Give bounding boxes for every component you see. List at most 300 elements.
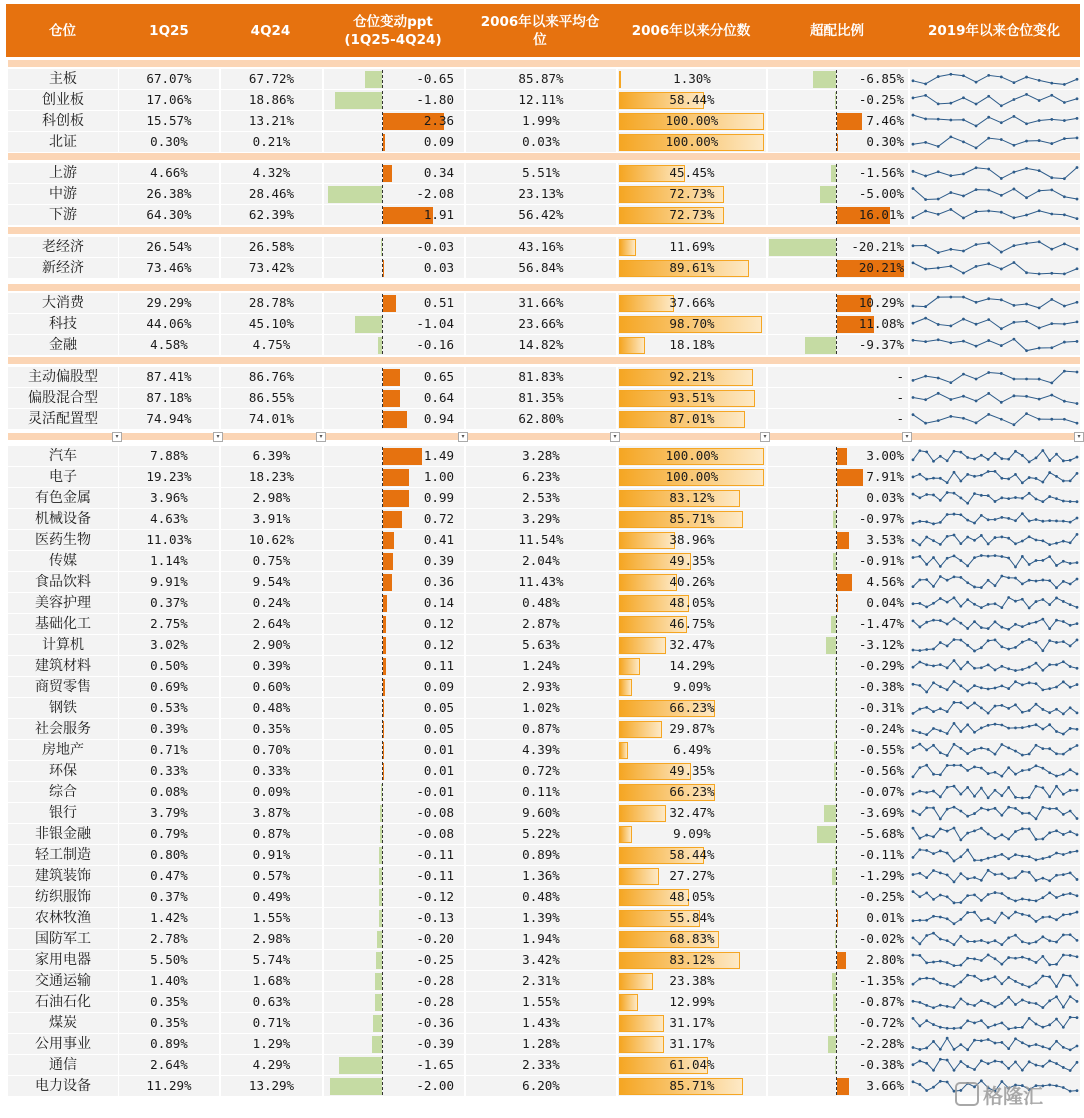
sparkline-point xyxy=(953,492,956,495)
overweight-bar-negative xyxy=(833,994,836,1011)
cell-over xyxy=(768,367,908,387)
cell-name xyxy=(8,656,118,676)
cell-chg xyxy=(324,446,464,466)
sparkline-point xyxy=(962,395,965,398)
cell-chg xyxy=(324,761,464,781)
sparkline-point xyxy=(912,322,915,325)
sparkline-point xyxy=(1035,961,1038,964)
sparkline-point xyxy=(1013,188,1016,191)
table-row xyxy=(8,677,1080,697)
cell-spark xyxy=(910,1013,1080,1033)
sparkline-point xyxy=(937,251,940,254)
sparkline-point xyxy=(949,73,952,76)
sparkline-point xyxy=(1062,934,1065,937)
sparkline-point xyxy=(1050,322,1053,325)
sparkline-point xyxy=(1021,555,1024,558)
sparkline-point xyxy=(1076,744,1079,747)
sparkline-point xyxy=(1055,708,1058,711)
sparkline-point xyxy=(959,1026,962,1029)
zero-axis xyxy=(836,238,837,256)
cell-text-name: 国防军工 xyxy=(35,931,91,947)
sparkline-point xyxy=(1000,104,1003,107)
cell-text-over: -0.55% xyxy=(858,742,904,757)
cell-text-q1: 2.75% xyxy=(150,616,188,631)
trend-sparkline xyxy=(910,887,1080,907)
table-row xyxy=(8,205,1080,225)
cell-text-q1: 1.14% xyxy=(150,553,188,568)
sparkline-point xyxy=(994,470,997,473)
cell-over xyxy=(768,656,908,676)
zero-axis xyxy=(382,804,383,822)
sparkline-point xyxy=(1014,1037,1017,1040)
sparkline-point xyxy=(987,869,990,872)
cell-text-avg: 0.72% xyxy=(522,763,560,778)
sparkline-point xyxy=(1028,725,1031,728)
cell-text-chg: 0.36 xyxy=(423,574,454,589)
sparkline-point xyxy=(932,648,935,651)
sparkline-point xyxy=(1028,871,1031,874)
sparkline-point xyxy=(1069,686,1072,689)
sparkline-point xyxy=(973,731,976,734)
sparkline-point xyxy=(946,535,949,538)
cell-q1 xyxy=(119,803,219,823)
cell-text-over: 10.29% xyxy=(858,295,904,310)
sparkline-point xyxy=(925,934,928,937)
cell-name xyxy=(8,530,118,550)
sparkline-point xyxy=(962,118,965,121)
cell-q4 xyxy=(221,90,322,110)
sparkline-point xyxy=(980,1019,983,1022)
sparkline-point xyxy=(1000,194,1003,197)
cell-chg xyxy=(324,656,464,676)
cell-spark xyxy=(910,314,1080,334)
sparkline-point xyxy=(924,210,927,213)
cell-text-pct: 45.45% xyxy=(669,165,715,180)
sparkline-point xyxy=(1062,620,1065,623)
cell-name xyxy=(8,698,118,718)
cell-text-q1: 1.42% xyxy=(150,910,188,925)
sparkline-point xyxy=(1000,853,1003,856)
table-row xyxy=(8,824,1080,844)
cell-text-over: -0.72% xyxy=(858,1015,904,1030)
sparkline-point xyxy=(980,474,983,477)
sparkline-point xyxy=(953,943,956,946)
sparkline-point xyxy=(932,1069,935,1072)
sparkline-point xyxy=(980,666,983,669)
cell-text-over: 0.04% xyxy=(866,595,904,610)
sparkline-point xyxy=(912,649,915,652)
sparkline-point xyxy=(987,772,990,775)
sparkline-point xyxy=(994,753,997,756)
column-filter-button[interactable]: ▾ xyxy=(112,432,122,442)
cell-spark xyxy=(910,824,1080,844)
cell-text-name: 医药生物 xyxy=(35,532,91,548)
cell-pct xyxy=(618,740,766,760)
sparkline-point xyxy=(966,894,969,897)
overweight-bar-negative xyxy=(813,71,836,88)
sparkline-point xyxy=(1000,684,1003,687)
cell-spark xyxy=(910,887,1080,907)
sparkline-point xyxy=(980,767,983,770)
cell-text-over: 0.01% xyxy=(866,910,904,925)
sparkline-point xyxy=(1025,320,1028,323)
sparkline-point xyxy=(939,455,942,458)
sparkline-point xyxy=(966,536,969,539)
cell-q1 xyxy=(119,69,219,89)
cell-text-chg: -0.28 xyxy=(416,994,454,1009)
sparkline-point xyxy=(1048,1059,1051,1062)
overweight-bar-positive xyxy=(837,910,838,927)
sparkline-point xyxy=(1050,118,1053,121)
sparkline-point xyxy=(994,771,997,774)
cell-text-name: 主板 xyxy=(49,71,77,87)
sparkline-point xyxy=(953,860,956,863)
sparkline-point xyxy=(918,813,921,816)
cell-q4 xyxy=(221,614,322,634)
cell-chg xyxy=(324,992,464,1012)
sparkline-point xyxy=(966,940,969,943)
sparkline-point xyxy=(925,919,928,922)
sparkline-point xyxy=(932,773,935,776)
change-bar-positive xyxy=(383,679,385,696)
cell-spark xyxy=(910,258,1080,278)
zero-axis xyxy=(836,783,837,801)
sparkline-point xyxy=(973,475,976,478)
cell-over xyxy=(768,761,908,781)
sparkline-point xyxy=(980,999,983,1002)
zero-axis xyxy=(836,741,837,759)
cell-text-over: -0.91% xyxy=(858,553,904,568)
sparkline-point xyxy=(1025,196,1028,199)
column-filter-button[interactable]: ▾ xyxy=(610,432,620,442)
sparkline-point xyxy=(1062,1026,1065,1029)
cell-text-avg: 1.55% xyxy=(522,994,560,1009)
sparkline-point xyxy=(966,849,969,852)
cell-avg xyxy=(466,677,616,697)
sparkline-point xyxy=(939,619,942,622)
cell-text-q4: 0.60% xyxy=(252,679,291,694)
sparkline-point xyxy=(959,576,962,579)
sparkline-point xyxy=(962,96,965,99)
sparkline-point xyxy=(987,168,990,171)
cell-text-q4: 0.09% xyxy=(252,784,291,799)
sparkline-point xyxy=(1035,899,1038,902)
sparkline-point xyxy=(1000,327,1003,330)
sparkline-point xyxy=(1035,539,1038,542)
zero-axis xyxy=(382,185,383,203)
zero-axis xyxy=(382,909,383,927)
cell-chg xyxy=(324,719,464,739)
header-position: 仓位 xyxy=(49,22,76,39)
sparkline-point xyxy=(973,620,976,623)
sparkline-point xyxy=(939,751,942,754)
sparkline-point xyxy=(946,983,949,986)
column-filter-button[interactable]: ▾ xyxy=(760,432,770,442)
cell-text-avg: 56.42% xyxy=(518,207,564,222)
cell-spark xyxy=(910,929,1080,949)
column-filter-button[interactable]: ▾ xyxy=(1074,432,1084,442)
trend-sparkline xyxy=(910,782,1080,802)
sparkline-point xyxy=(932,790,935,793)
sparkline-point xyxy=(1076,772,1079,775)
sparkline-point xyxy=(980,899,983,902)
trend-sparkline xyxy=(910,205,1080,225)
sparkline-point xyxy=(959,964,962,967)
cell-text-avg: 5.51% xyxy=(522,165,560,180)
sparkline-point xyxy=(949,398,952,401)
cell-text-q4: 2.64% xyxy=(252,616,291,631)
cell-text-name: 大消费 xyxy=(42,295,84,311)
sparkline-point xyxy=(924,244,927,247)
cell-q4 xyxy=(221,971,322,991)
cell-pct xyxy=(618,258,766,278)
cell-pct xyxy=(618,887,766,907)
sparkline-point xyxy=(1013,261,1016,264)
cell-spark xyxy=(910,163,1080,183)
sparkline-point xyxy=(1069,1069,1072,1072)
gelonghui-logo-icon xyxy=(955,1082,979,1106)
sparkline-point xyxy=(949,119,952,122)
cell-avg xyxy=(466,803,616,823)
sparkline-point xyxy=(966,769,969,772)
cell-text-pct: 100.00% xyxy=(665,469,719,484)
sparkline-point xyxy=(1000,1021,1003,1024)
sparkline-point xyxy=(975,210,978,213)
sparkline-point xyxy=(953,450,956,453)
cell-text-q1: 3.02% xyxy=(150,637,188,652)
cell-text-chg: 1.49 xyxy=(423,448,454,463)
sparkline-point xyxy=(1000,645,1003,648)
sparkline-point xyxy=(1028,753,1031,756)
cell-name xyxy=(8,635,118,655)
cell-text-name: 综合 xyxy=(49,784,77,800)
column-filter-button[interactable]: ▾ xyxy=(316,432,326,442)
sparkline-point xyxy=(912,556,915,559)
sparkline-point xyxy=(1021,454,1024,457)
sparkline-point xyxy=(1062,520,1065,523)
cell-text-q1: 4.66% xyxy=(150,165,188,180)
cell-over xyxy=(768,572,908,592)
cell-text-chg: 0.94 xyxy=(423,411,454,426)
sparkline-point xyxy=(1076,606,1079,609)
cell-avg xyxy=(466,572,616,592)
sparkline-point xyxy=(1021,855,1024,858)
sparkline-point xyxy=(924,175,927,178)
change-bar-positive xyxy=(383,742,384,759)
sparkline-point xyxy=(1028,914,1031,917)
cell-text-chg: 0.51 xyxy=(423,295,454,310)
sparkline-point xyxy=(1048,471,1051,474)
cell-text-avg: 5.22% xyxy=(522,826,560,841)
cell-text-name: 科创板 xyxy=(42,113,84,129)
sparkline-point xyxy=(980,859,983,862)
sparkline-point xyxy=(1000,298,1003,301)
sparkline-point xyxy=(1048,459,1051,462)
cell-text-avg: 11.54% xyxy=(518,532,564,547)
cell-spark xyxy=(910,488,1080,508)
sparkline-point xyxy=(932,727,935,730)
sparkline-point xyxy=(912,602,915,605)
cell-q1 xyxy=(119,237,219,257)
cell-over xyxy=(768,740,908,760)
sparkline-point xyxy=(939,872,942,875)
cell-over xyxy=(768,1013,908,1033)
sparkline-point xyxy=(1048,1023,1051,1026)
cell-text-chg: 0.34 xyxy=(423,165,454,180)
cell-text-over: -0.29% xyxy=(858,658,904,673)
sparkline-point xyxy=(953,764,956,767)
zero-axis xyxy=(382,238,383,256)
cell-chg xyxy=(324,467,464,487)
cell-spark xyxy=(910,184,1080,204)
sparkline-point xyxy=(1035,682,1038,685)
table-row xyxy=(8,409,1080,429)
sparkline-point xyxy=(1007,936,1010,939)
cell-spark xyxy=(910,782,1080,802)
trend-sparkline xyxy=(910,1055,1080,1075)
table-row xyxy=(8,992,1080,1012)
sparkline-point xyxy=(1035,580,1038,583)
table-row xyxy=(8,971,1080,991)
sparkline-point xyxy=(959,764,962,767)
sparkline-point xyxy=(912,413,915,416)
sparkline-point xyxy=(1076,817,1079,820)
zero-axis xyxy=(836,164,837,182)
sparkline-point xyxy=(1076,561,1079,564)
sparkline-point xyxy=(912,919,915,922)
trend-sparkline xyxy=(910,845,1080,865)
cell-q1 xyxy=(119,929,219,949)
sparkline-point xyxy=(1000,794,1003,797)
change-bar-negative xyxy=(335,92,382,109)
group-separator xyxy=(8,284,1080,291)
sparkline-point xyxy=(1038,119,1041,122)
cell-over xyxy=(768,824,908,844)
sparkline-point xyxy=(987,917,990,920)
sparkline-point xyxy=(966,723,969,726)
cell-text-chg: -0.13 xyxy=(416,910,454,925)
sparkline-point xyxy=(1062,833,1065,836)
column-filter-button[interactable]: ▾ xyxy=(902,432,912,442)
sparkline-point xyxy=(1076,117,1079,120)
sparkline-point xyxy=(1076,371,1079,374)
cell-spark xyxy=(910,293,1080,313)
sparkline-point xyxy=(1021,683,1024,686)
sparkline-point xyxy=(946,732,949,735)
sparkline-point xyxy=(1069,500,1072,503)
sparkline-point xyxy=(1000,251,1003,254)
sparkline-point xyxy=(994,975,997,978)
cell-text-avg: 11.43% xyxy=(518,574,564,589)
sparkline-point xyxy=(1069,603,1072,606)
sparkline-point xyxy=(932,807,935,810)
sparkline-point xyxy=(959,667,962,670)
sparkline-point xyxy=(1076,711,1079,714)
cell-chg xyxy=(324,335,464,355)
sparkline-point xyxy=(973,603,976,606)
cell-text-name: 房地产 xyxy=(42,742,84,758)
sparkline-point xyxy=(1021,668,1024,671)
column-filter-button[interactable]: ▾ xyxy=(458,432,468,442)
sparkline-point xyxy=(1021,796,1024,799)
sparkline-point xyxy=(924,118,927,121)
cell-text-chg: -1.65 xyxy=(416,1057,454,1072)
sparkline-point xyxy=(1025,412,1028,415)
cell-text-q1: 87.41% xyxy=(146,369,192,384)
cell-text-q1: 0.89% xyxy=(150,1036,188,1051)
sparkline-point xyxy=(1035,518,1038,521)
sparkline-point xyxy=(925,621,928,624)
sparkline-point xyxy=(980,1039,983,1042)
sparkline-point xyxy=(1076,137,1079,140)
cell-chg xyxy=(324,258,464,278)
cell-text-name: 汽车 xyxy=(49,448,77,464)
table-row xyxy=(8,446,1080,466)
change-bar-negative xyxy=(379,868,382,885)
sparkline-point xyxy=(980,646,983,649)
cell-name xyxy=(8,335,118,355)
change-bar-positive xyxy=(383,532,394,549)
sparkline-point xyxy=(962,417,965,420)
cell-text-pct: 83.12% xyxy=(669,952,715,967)
sparkline-point xyxy=(912,458,915,461)
cell-text-chg: 0.03 xyxy=(423,260,454,275)
cell-text-avg: 3.29% xyxy=(522,511,560,526)
cell-avg xyxy=(466,593,616,613)
table-row xyxy=(8,635,1080,655)
sparkline-point xyxy=(966,598,969,601)
sparkline-point xyxy=(1062,560,1065,563)
sparkline-point xyxy=(1013,98,1016,101)
sparkline-point xyxy=(1014,830,1017,833)
sparkline-line xyxy=(913,870,1077,882)
sparkline-point xyxy=(1025,349,1028,352)
sparkline-point xyxy=(932,835,935,838)
sparkline-point xyxy=(973,766,976,769)
change-bar-negative xyxy=(339,1057,382,1074)
trend-sparkline xyxy=(910,866,1080,886)
cell-over xyxy=(768,90,908,110)
sparkline-point xyxy=(987,470,990,473)
cell-spark xyxy=(910,409,1080,429)
sparkline-point xyxy=(1048,723,1051,726)
sparkline-point xyxy=(1000,704,1003,707)
sparkline-point xyxy=(1055,564,1058,567)
sparkline-point xyxy=(1007,497,1010,500)
zero-axis xyxy=(836,1056,837,1074)
sparkline-point xyxy=(987,413,990,416)
cell-text-avg: 62.80% xyxy=(518,411,564,426)
column-filter-button[interactable]: ▾ xyxy=(213,432,223,442)
sparkline-point xyxy=(918,895,921,898)
sparkline-point xyxy=(918,1001,921,1004)
sparkline-point xyxy=(1025,214,1028,217)
sparkline-point xyxy=(994,855,997,858)
cell-text-name: 交通运输 xyxy=(35,973,91,989)
cell-pct xyxy=(618,293,766,313)
zero-axis xyxy=(382,867,383,885)
cell-text-pct: 1.30% xyxy=(673,71,711,86)
cell-pct xyxy=(618,335,766,355)
sparkline-point xyxy=(1028,520,1031,523)
sparkline-point xyxy=(1038,418,1041,421)
change-bar-negative xyxy=(375,994,382,1011)
change-bar-negative xyxy=(375,973,382,990)
sparkline-point xyxy=(937,118,940,121)
cell-text-over: -1.56% xyxy=(858,165,904,180)
sparkline-point xyxy=(994,500,997,503)
sparkline-point xyxy=(946,491,949,494)
